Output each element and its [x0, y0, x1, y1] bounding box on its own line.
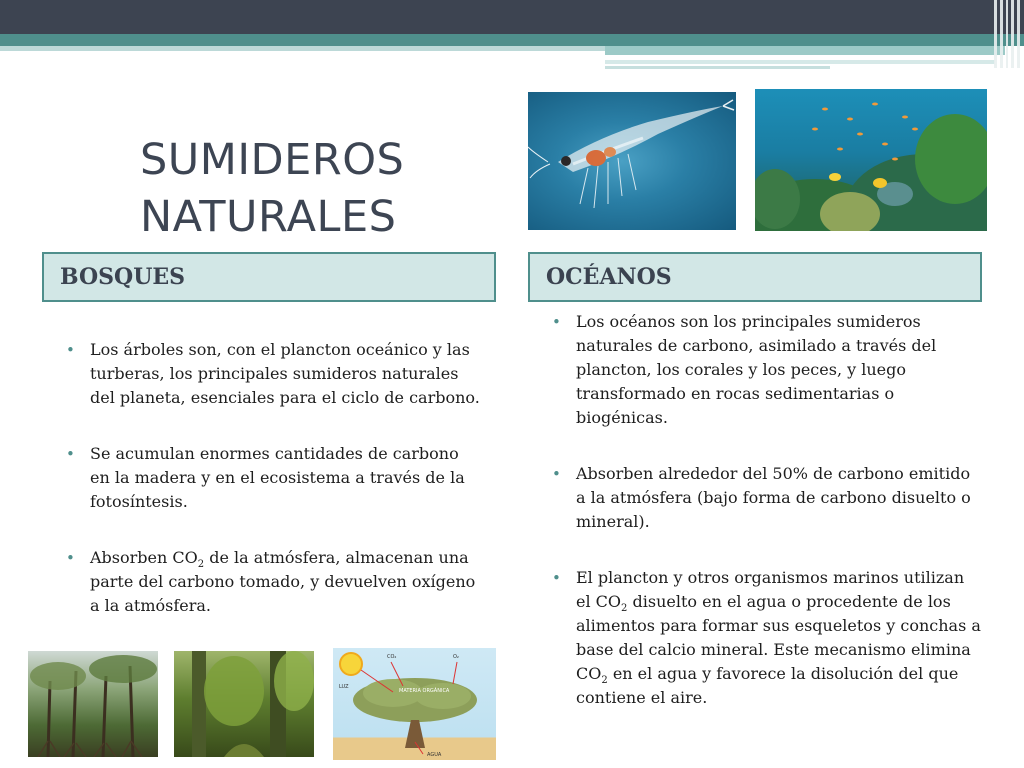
bullet-text: de la atmósfera, almacenan una parte del carbono tomado, y devuelven oxígeno a la atmósfera.: [90, 548, 476, 615]
slide-title: [140, 132, 440, 246]
bullet-text: en el agua y favorece la disolución del que contiene el aire.: [576, 664, 959, 707]
agua-label: AGUA: [427, 752, 442, 758]
luz-label: LUZ: [339, 684, 349, 690]
list-item: [60, 546, 480, 618]
oceanos-bullet-list: [546, 310, 982, 742]
oceanos-header: OCÉANOS: [528, 252, 982, 302]
mangrove-forest-photo: [28, 651, 158, 757]
top-band: [0, 0, 1024, 34]
list-item: • Se acumulan enormes cantidades de carbono en la madera y en el ecosistema a través de la fotosíntesis.: [60, 442, 480, 514]
o2-label: O₂: [453, 654, 459, 660]
top-teal-band: [0, 34, 1024, 46]
coral-reef-photo: [755, 89, 987, 231]
top-thin-line-short: [605, 66, 830, 69]
co2-label: CO₂: [387, 654, 397, 660]
bullet-text: El plancton y otros organismos marinos utilizan el CO: [576, 568, 965, 611]
subscript: 2: [197, 559, 205, 571]
list-item: • Absorben alrededor del 50% de carbono emitido a la atmósfera (bajo forma de carbono disuelto o mineral).: [546, 462, 982, 534]
bullet-text: disuelto en el agua o procedente de los alimentos para formar sus esqueletos y conchas a base del calcio mineral. Este mecanismo elimina CO: [576, 592, 981, 683]
title-line-1: SUMIDEROS: [140, 135, 405, 185]
top-accent-bar: [605, 46, 1005, 55]
top-thin-line: [605, 60, 995, 64]
subscript: 2: [621, 603, 628, 615]
title-line-2: NATURALES: [140, 192, 397, 242]
materia-organica-label: MATERIA ORGÁNICA: [399, 688, 450, 694]
top-accent-line: [0, 46, 605, 51]
bullet-text: Absorben CO: [90, 548, 198, 567]
krill-photo: [528, 92, 736, 230]
bosques-header: BOSQUES: [42, 252, 496, 302]
decorative-vertical-lines: [994, 0, 1020, 68]
list-item: [546, 566, 982, 710]
list-item: • Los océanos son los principales sumideros naturales de carbono, asimilado a través del plancton, los corales y los peces, y luego transformado en rocas sedimentarias o biogénicas.: [546, 310, 982, 430]
rainforest-photo: [174, 651, 314, 757]
list-item: • Los árboles son, con el plancton oceánico y las turberas, los principales sumideros naturales del planeta, esenciales para el ciclo de carbono.: [60, 338, 480, 410]
photosynthesis-diagram: [333, 648, 496, 760]
bosques-bullet-list: [60, 338, 480, 650]
subscript: 2: [601, 675, 608, 687]
